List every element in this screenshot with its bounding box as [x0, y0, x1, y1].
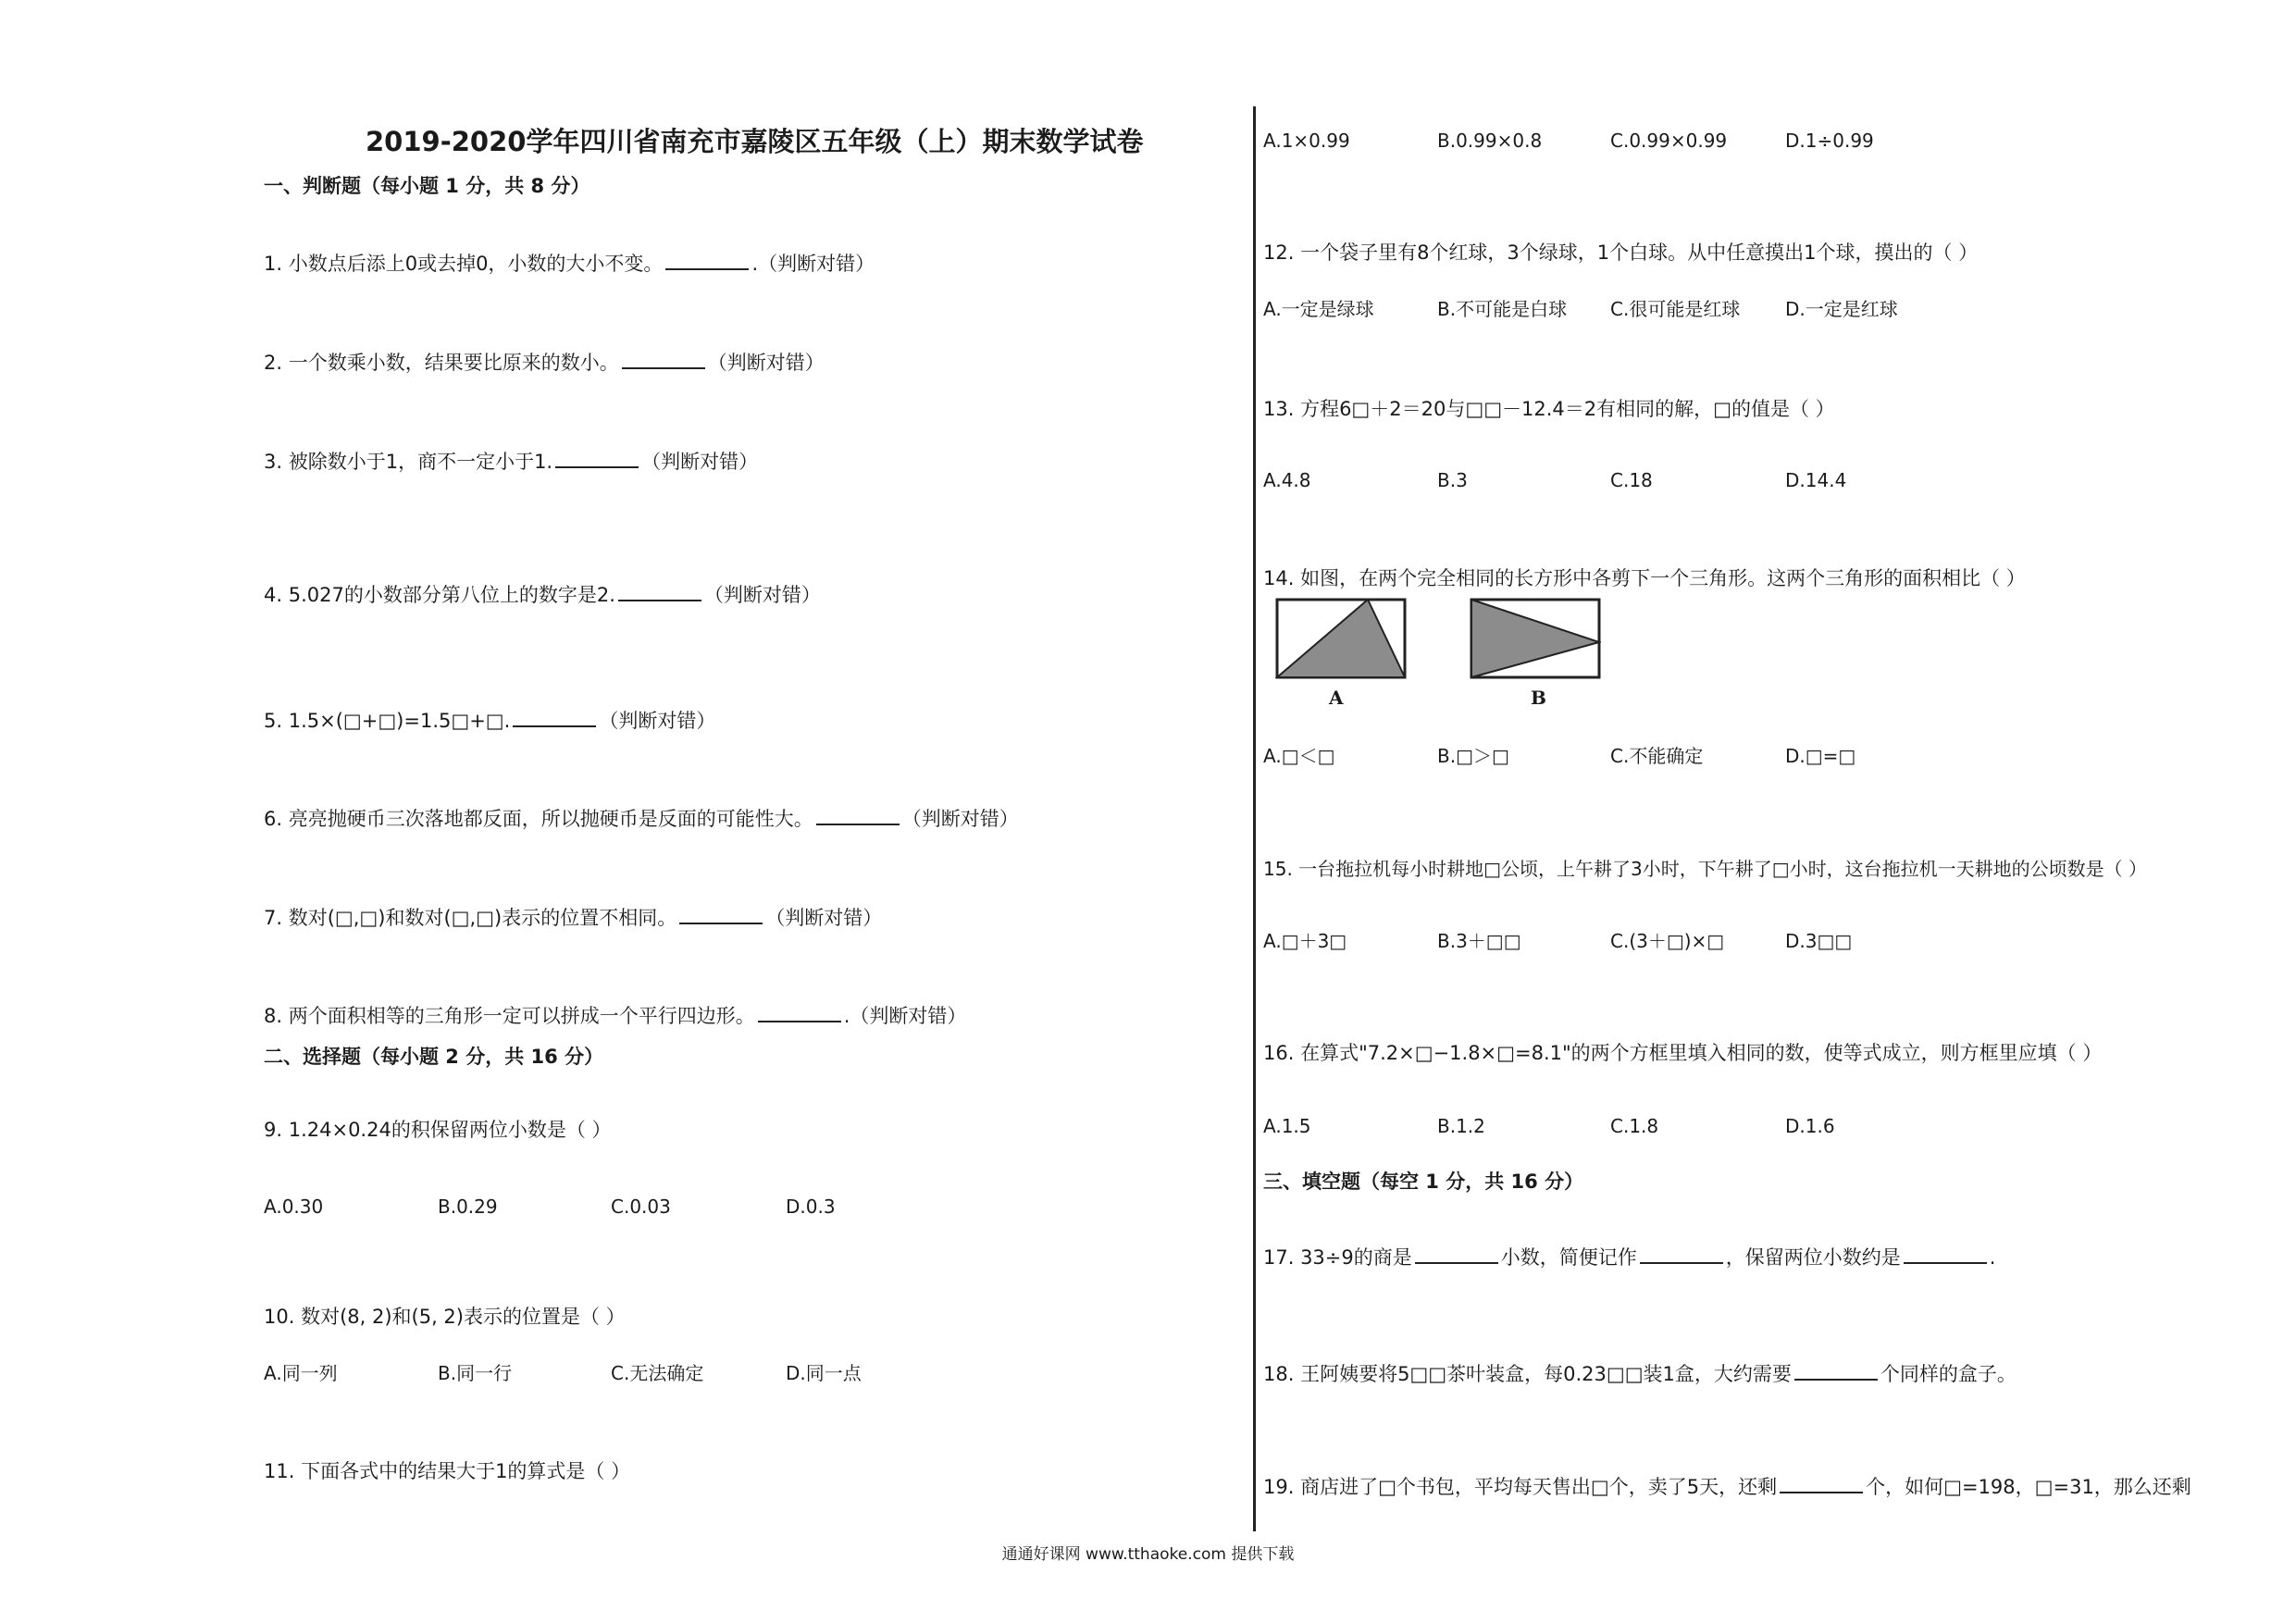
section-fill-heading: 三、填空题（每空 1 分，共 16 分） [1263, 1171, 1584, 1193]
question-text: 4. 5.027的小数部分第八位上的数字是2. [264, 584, 615, 606]
question-suffix: .（判断对错） [843, 1005, 967, 1027]
answer-blank[interactable] [1780, 1473, 1863, 1493]
question-6 [264, 805, 1019, 832]
option-d[interactable]: D.14.4 [1785, 469, 1847, 491]
question-10: 10. 数对(8, 2)和(5, 2)表示的位置是（ ） [264, 1306, 626, 1328]
option-d[interactable]: D.0.3 [786, 1196, 836, 1218]
section-judge-heading: 一、判断题（每小题 1 分，共 8 分） [264, 175, 590, 197]
question-text: 小数，简便记作 [1500, 1246, 1637, 1269]
option-c[interactable]: C.0.03 [611, 1196, 671, 1218]
answer-blank[interactable] [816, 805, 900, 825]
question-suffix: （判断对错） [641, 451, 759, 473]
question-suffix: （判断对错） [707, 352, 825, 374]
option-b[interactable]: B.0.99×0.8 [1437, 130, 1543, 152]
question-14: 14. 如图，在两个完全相同的长方形中各剪下一个三角形。这两个三角形的面积相比（ ） [1263, 567, 2026, 589]
question-16: 16. 在算式"7.2×□−1.8×□=8.1"的两个方框里填入相同的数，使等式成立，则方框里应填（ ） [1263, 1042, 2103, 1064]
question-4 [264, 581, 821, 608]
question-text: 7. 数对(□,□)和数对(□,□)表示的位置不相同。 [264, 907, 677, 929]
question-11: 11. 下面各式中的结果大于1的算式是（ ） [264, 1460, 631, 1482]
option-b[interactable]: B.同一行 [438, 1362, 513, 1384]
option-c[interactable]: C.无法确定 [611, 1362, 704, 1384]
question-suffix: .（判断对错） [751, 253, 875, 275]
option-a[interactable]: A.0.30 [264, 1196, 324, 1218]
page-title: 2019-2020学年四川省南充市嘉陵区五年级（上）期末数学试卷 [366, 126, 1144, 157]
question-5 [264, 707, 715, 734]
option-a[interactable]: A.1.5 [1263, 1115, 1311, 1137]
option-b[interactable]: B.□＞□ [1437, 745, 1509, 767]
figure-rectangle-a [1275, 598, 1407, 681]
answer-blank[interactable] [679, 904, 763, 924]
option-d[interactable]: D.1.6 [1785, 1115, 1835, 1137]
question-17 [1263, 1244, 1995, 1270]
figure-rectangle-b [1470, 598, 1601, 681]
option-b[interactable]: B.3 [1437, 469, 1468, 491]
option-a[interactable]: A.4.8 [1263, 469, 1311, 491]
question-suffix: （判断对错） [901, 808, 1019, 830]
question-text: . [1989, 1246, 1996, 1269]
option-a[interactable]: A.1×0.99 [1263, 130, 1350, 152]
question-suffix: （判断对错） [703, 584, 821, 606]
option-c[interactable]: C.0.99×0.99 [1610, 130, 1728, 152]
option-c[interactable]: C.很可能是红球 [1610, 298, 1741, 320]
question-8 [264, 1002, 966, 1029]
question-text: 18. 王阿姨要将5□□茶叶装盒，每0.23□□装1盒，大约需要 [1263, 1363, 1792, 1385]
figure-label-b: B [1531, 687, 1546, 709]
answer-blank[interactable] [1904, 1244, 1987, 1264]
column-divider [1253, 106, 1256, 1531]
question-suffix: （判断对错） [599, 710, 716, 732]
question-text: 1. 小数点后添上0或去掉0，小数的大小不变。 [264, 253, 664, 275]
option-c[interactable]: C.不能确定 [1610, 745, 1704, 767]
question-13: 13. 方程6□＋2＝20与□□－12.4＝2有相同的解，□的值是（ ） [1263, 398, 1835, 420]
answer-blank[interactable] [1640, 1244, 1723, 1264]
question-text: 19. 商店进了□个书包，平均每天售出□个，卖了5天，还剩 [1263, 1476, 1778, 1498]
question-text: 17. 33÷9的商是 [1263, 1246, 1412, 1269]
option-b[interactable]: B.不可能是白球 [1437, 298, 1568, 320]
option-d[interactable]: D.同一点 [786, 1362, 862, 1384]
section-choice-heading: 二、选择题（每小题 2 分，共 16 分） [264, 1046, 604, 1068]
option-a[interactable]: A.□＜□ [1263, 745, 1335, 767]
question-text: 2. 一个数乘小数，结果要比原来的数小。 [264, 352, 619, 374]
question-12: 12. 一个袋子里有8个红球，3个绿球，1个白球。从中任意摸出1个球，摸出的（ ） [1263, 242, 1979, 264]
question-19 [1263, 1473, 2191, 1500]
option-a[interactable]: A.同一列 [264, 1362, 338, 1384]
question-text: 5. 1.5×(□+□)=1.5□+□. [264, 710, 511, 732]
answer-blank[interactable] [622, 349, 705, 369]
question-18 [1263, 1360, 2017, 1387]
option-b[interactable]: B.1.2 [1437, 1115, 1485, 1137]
answer-blank[interactable] [618, 581, 701, 601]
answer-blank[interactable] [665, 250, 749, 270]
option-d[interactable]: D.1÷0.99 [1785, 130, 1874, 152]
question-text: 6. 亮亮抛硬币三次落地都反面，所以抛硬币是反面的可能性大。 [264, 808, 813, 830]
answer-blank[interactable] [1794, 1360, 1878, 1381]
option-a[interactable]: A.□＋3□ [1263, 930, 1347, 952]
page-footer: 通通好课网 www.tthaoke.com 提供下载 [1001, 1545, 1295, 1564]
question-text: 3. 被除数小于1，商不一定小于1. [264, 451, 553, 473]
question-suffix: （判断对错） [765, 907, 883, 929]
option-b[interactable]: B.3＋□□ [1437, 930, 1521, 952]
answer-blank[interactable] [758, 1002, 841, 1022]
question-text: 个，如何□=198，□=31，那么还剩 [1866, 1476, 2191, 1498]
answer-blank[interactable] [513, 707, 596, 727]
option-d[interactable]: D.□=□ [1785, 745, 1856, 767]
answer-blank[interactable] [1415, 1244, 1498, 1264]
question-9: 9. 1.24×0.24的积保留两位小数是（ ） [264, 1119, 612, 1141]
option-a[interactable]: A.一定是绿球 [1263, 298, 1374, 320]
question-text: 个同样的盒子。 [1880, 1363, 2017, 1385]
question-2 [264, 349, 825, 376]
option-d[interactable]: D.3□□ [1785, 930, 1853, 952]
question-15: 15. 一台拖拉机每小时耕地□公顷，上午耕了3小时，下午耕了□小时，这台拖拉机一天耕地的公顷数是（ ） [1263, 858, 2148, 880]
figure-label-a: A [1329, 687, 1344, 709]
option-c[interactable]: C.18 [1610, 469, 1653, 491]
question-text: 8. 两个面积相等的三角形一定可以拼成一个平行四边形。 [264, 1005, 755, 1027]
option-c[interactable]: C.1.8 [1610, 1115, 1659, 1137]
question-7 [264, 904, 882, 931]
question-3 [264, 448, 758, 475]
option-c[interactable]: C.(3＋□)×□ [1610, 930, 1725, 952]
option-b[interactable]: B.0.29 [438, 1196, 498, 1218]
answer-blank[interactable] [555, 448, 639, 468]
question-1 [264, 250, 875, 277]
question-text: ，保留两位小数约是 [1725, 1246, 1901, 1269]
option-d[interactable]: D.一定是红球 [1785, 298, 1898, 320]
